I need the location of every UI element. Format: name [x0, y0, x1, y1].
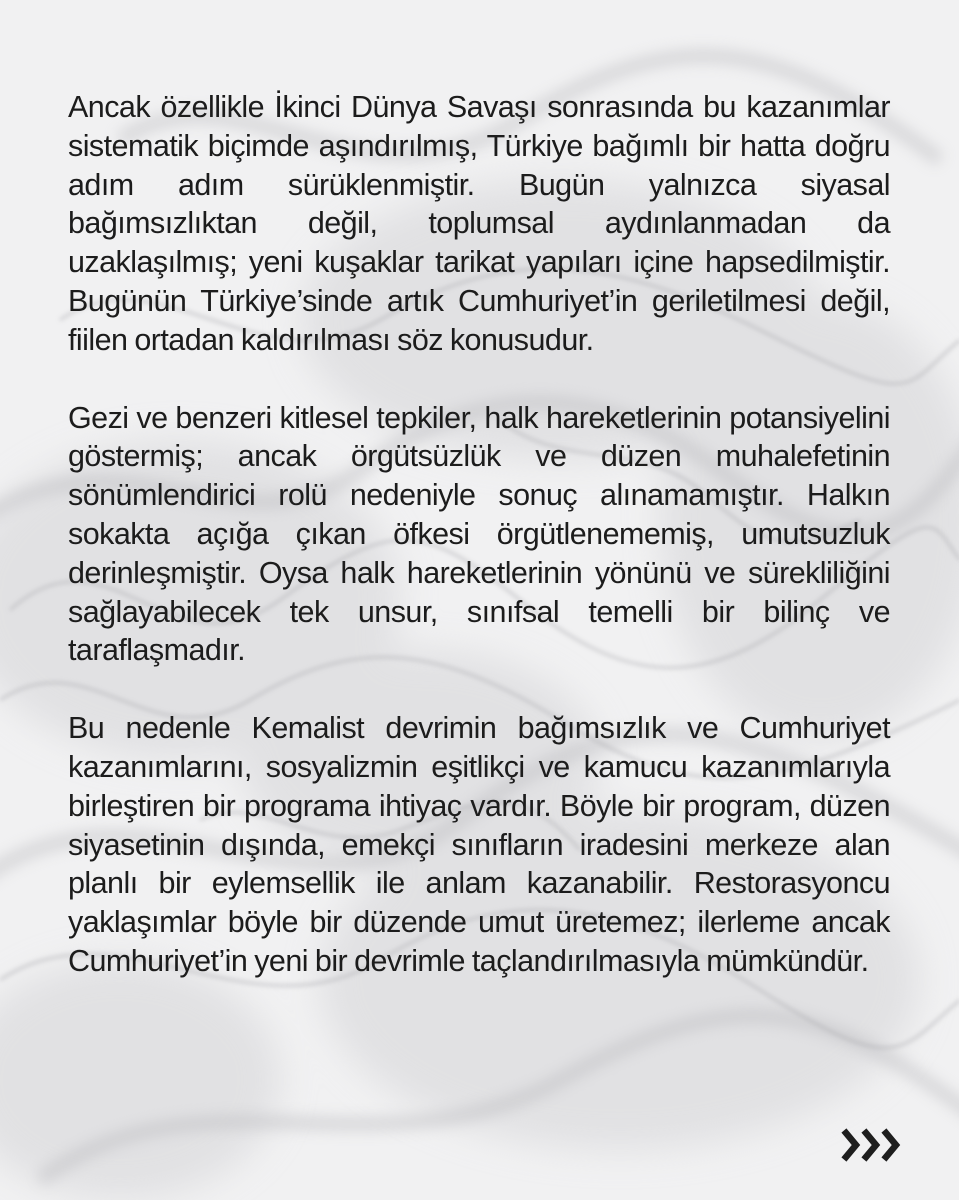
paragraph-2: Gezi ve benzeri kitlesel tepkiler, halk hareketlerinin potansiyelini göstermiş; ancak örgütsüzlük ve düzen muhalefetinin sönümlendirici rolü nedeniyle sonuç alınamamıştır. Halkın sokakta açığa çıkan öfkesi örgütlenememiş, umutsuzluk derinleşmiştir. Oysa halk hareketlerinin yönünü ve sürekliliğini sağlayabilecek tek unsur, sınıfsal temelli bir bilinç ve taraflaşmadır.: [68, 400, 890, 668]
paragraph-3: Bu nedenle Kemalist devrimin bağımsızlık ve Cumhuriyet kazanımlarını, sosyalizmin eşitlikçi ve kamucu kazanımlarıyla birleştiren bir programa ihtiyaç vardır. Böyle bir program, düzen siyasetinin dışında, emekçi sınıfların iradesini merkeze alan planlı bir eylemsellik ile anlam kazanabilir. Restorasyoncu yaklaşımlar böyle bir düzende umut üretemez; ilerleme ancak Cumhuriyet’in yeni bir devrimle taçlandırılmasıyla mümkündür.: [68, 711, 890, 978]
next-page-button[interactable]: [840, 1128, 912, 1162]
triple-chevron-right-icon: [840, 1128, 912, 1162]
article-text: [68, 88, 890, 981]
paragraph-1: Ancak özellikle İkinci Dünya Savaşı sonrasında bu kazanımlar sistematik biçimde aşındırılmış, Türkiye bağımlı bir hatta doğru adım adım sürüklenmiştir. Bugün yalnızca siyasal bağımsızlıktan değil, toplumsal aydınlanmadan da uzaklaşılmış; yeni kuşaklar tarikat yapıları içine hapsedilmiştir. Bugünün Türkiye’sinde artık Cumhuriyet’in geriletilmesi değil, fiilen ortadan kaldırılması söz konusudur.: [68, 90, 890, 357]
